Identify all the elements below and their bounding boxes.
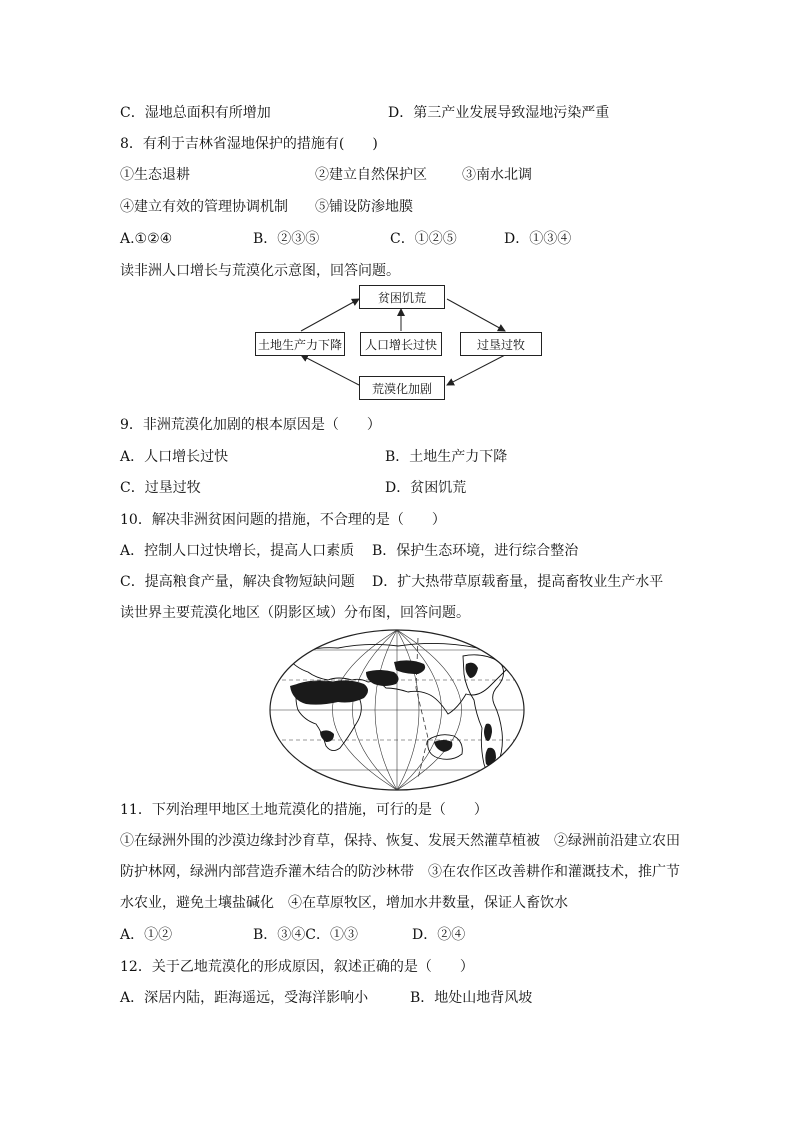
q9-option-b: B．土地生产力下降	[385, 449, 508, 465]
q8-item-3: ③南水北调	[462, 167, 532, 183]
q11-option-d: D．②④	[412, 927, 466, 943]
q7-option-d: D．第三产业发展导致湿地污染严重	[388, 105, 610, 121]
box-desertification: 荒漠化加剧	[359, 376, 445, 400]
world-map-svg	[268, 628, 526, 792]
intro-africa: 读非洲人口增长与荒漠化示意图，回答问题。	[120, 263, 400, 279]
q9-option-c: C．过垦过牧	[120, 480, 201, 496]
box-overuse: 过垦过牧	[460, 332, 542, 356]
q12-stem: 12．关于乙地荒漠化的形成原因，叙述正确的是（ ）	[120, 959, 474, 975]
arrow-desertification-to-productivity	[301, 355, 359, 385]
intro-world: 读世界主要荒漠化地区（阴影区域）分布图，回答问题。	[120, 605, 470, 621]
q11-option-a: A．①②	[120, 927, 173, 943]
q10-option-c: C．提高粮食产量，解决食物短缺问题	[120, 574, 355, 590]
q12-option-b: B．地处山地背风坡	[410, 990, 533, 1006]
arrow-productivity-to-poverty	[301, 299, 359, 331]
box-population-growth: 人口增长过快	[360, 332, 442, 356]
q8-item-1: ①生态退耕	[120, 167, 190, 183]
q12-option-a: A．深居内陆，距海遥远，受海洋影响小	[120, 990, 369, 1006]
q8-item-5: ⑤铺设防渗地膜	[315, 199, 413, 215]
q11-line-1: ①在绿洲外围的沙漠边缘封沙育草，保持、恢复、发展天然灌草植被 ②绿洲前沿建立农田	[120, 833, 680, 849]
box-poverty: 贫困饥荒	[359, 285, 445, 309]
q10-option-d: D．扩大热带草原载畜量，提高畜牧业生产水平	[372, 574, 664, 590]
q11-option-bc: B．③④C．①③	[253, 927, 358, 943]
q7-option-c: C．湿地总面积有所增加	[120, 105, 271, 121]
q8-item-2: ②建立自然保护区	[315, 167, 427, 183]
box-land-productivity: 土地生产力下降	[255, 332, 345, 356]
q11-line-2: 防护林网，绿洲内部营造乔灌木结合的防沙林带 ③在农作区改善耕作和灌溉技术，推广节	[120, 864, 680, 880]
q10-option-b: B．保护生态环境，进行综合整治	[372, 543, 579, 559]
q9-option-a: A．人口增长过快	[120, 449, 229, 465]
q8-stem: 8．有利于吉林省湿地保护的措施有( )	[120, 136, 378, 152]
q11-stem: 11．下列治理甲地区土地荒漠化的措施，可行的是（ ）	[120, 802, 488, 818]
q8-option-c: C．①②⑤	[390, 231, 457, 247]
q10-option-a: A．控制人口过快增长，提高人口素质	[120, 543, 355, 559]
q8-option-a: A.①②④	[120, 231, 173, 247]
arrow-poverty-to-overuse	[447, 299, 505, 331]
arrow-overuse-to-desertification	[447, 355, 505, 385]
world-desertification-map	[268, 628, 526, 792]
q10-stem: 10．解决非洲贫困问题的措施，不合理的是（ ）	[120, 512, 446, 528]
q8-option-d: D．①③④	[504, 231, 572, 247]
q8-option-b: B．②③⑤	[253, 231, 320, 247]
q9-stem: 9．非洲荒漠化加剧的根本原因是（ ）	[120, 417, 381, 433]
africa-desertification-diagram	[255, 285, 545, 400]
q8-item-4: ④建立有效的管理协调机制	[120, 199, 288, 215]
q11-line-3: 水农业，避免土壤盐碱化 ④在草原牧区，增加水井数量，保证人畜饮水	[120, 895, 568, 911]
q9-option-d: D．贫困饥荒	[385, 480, 467, 496]
